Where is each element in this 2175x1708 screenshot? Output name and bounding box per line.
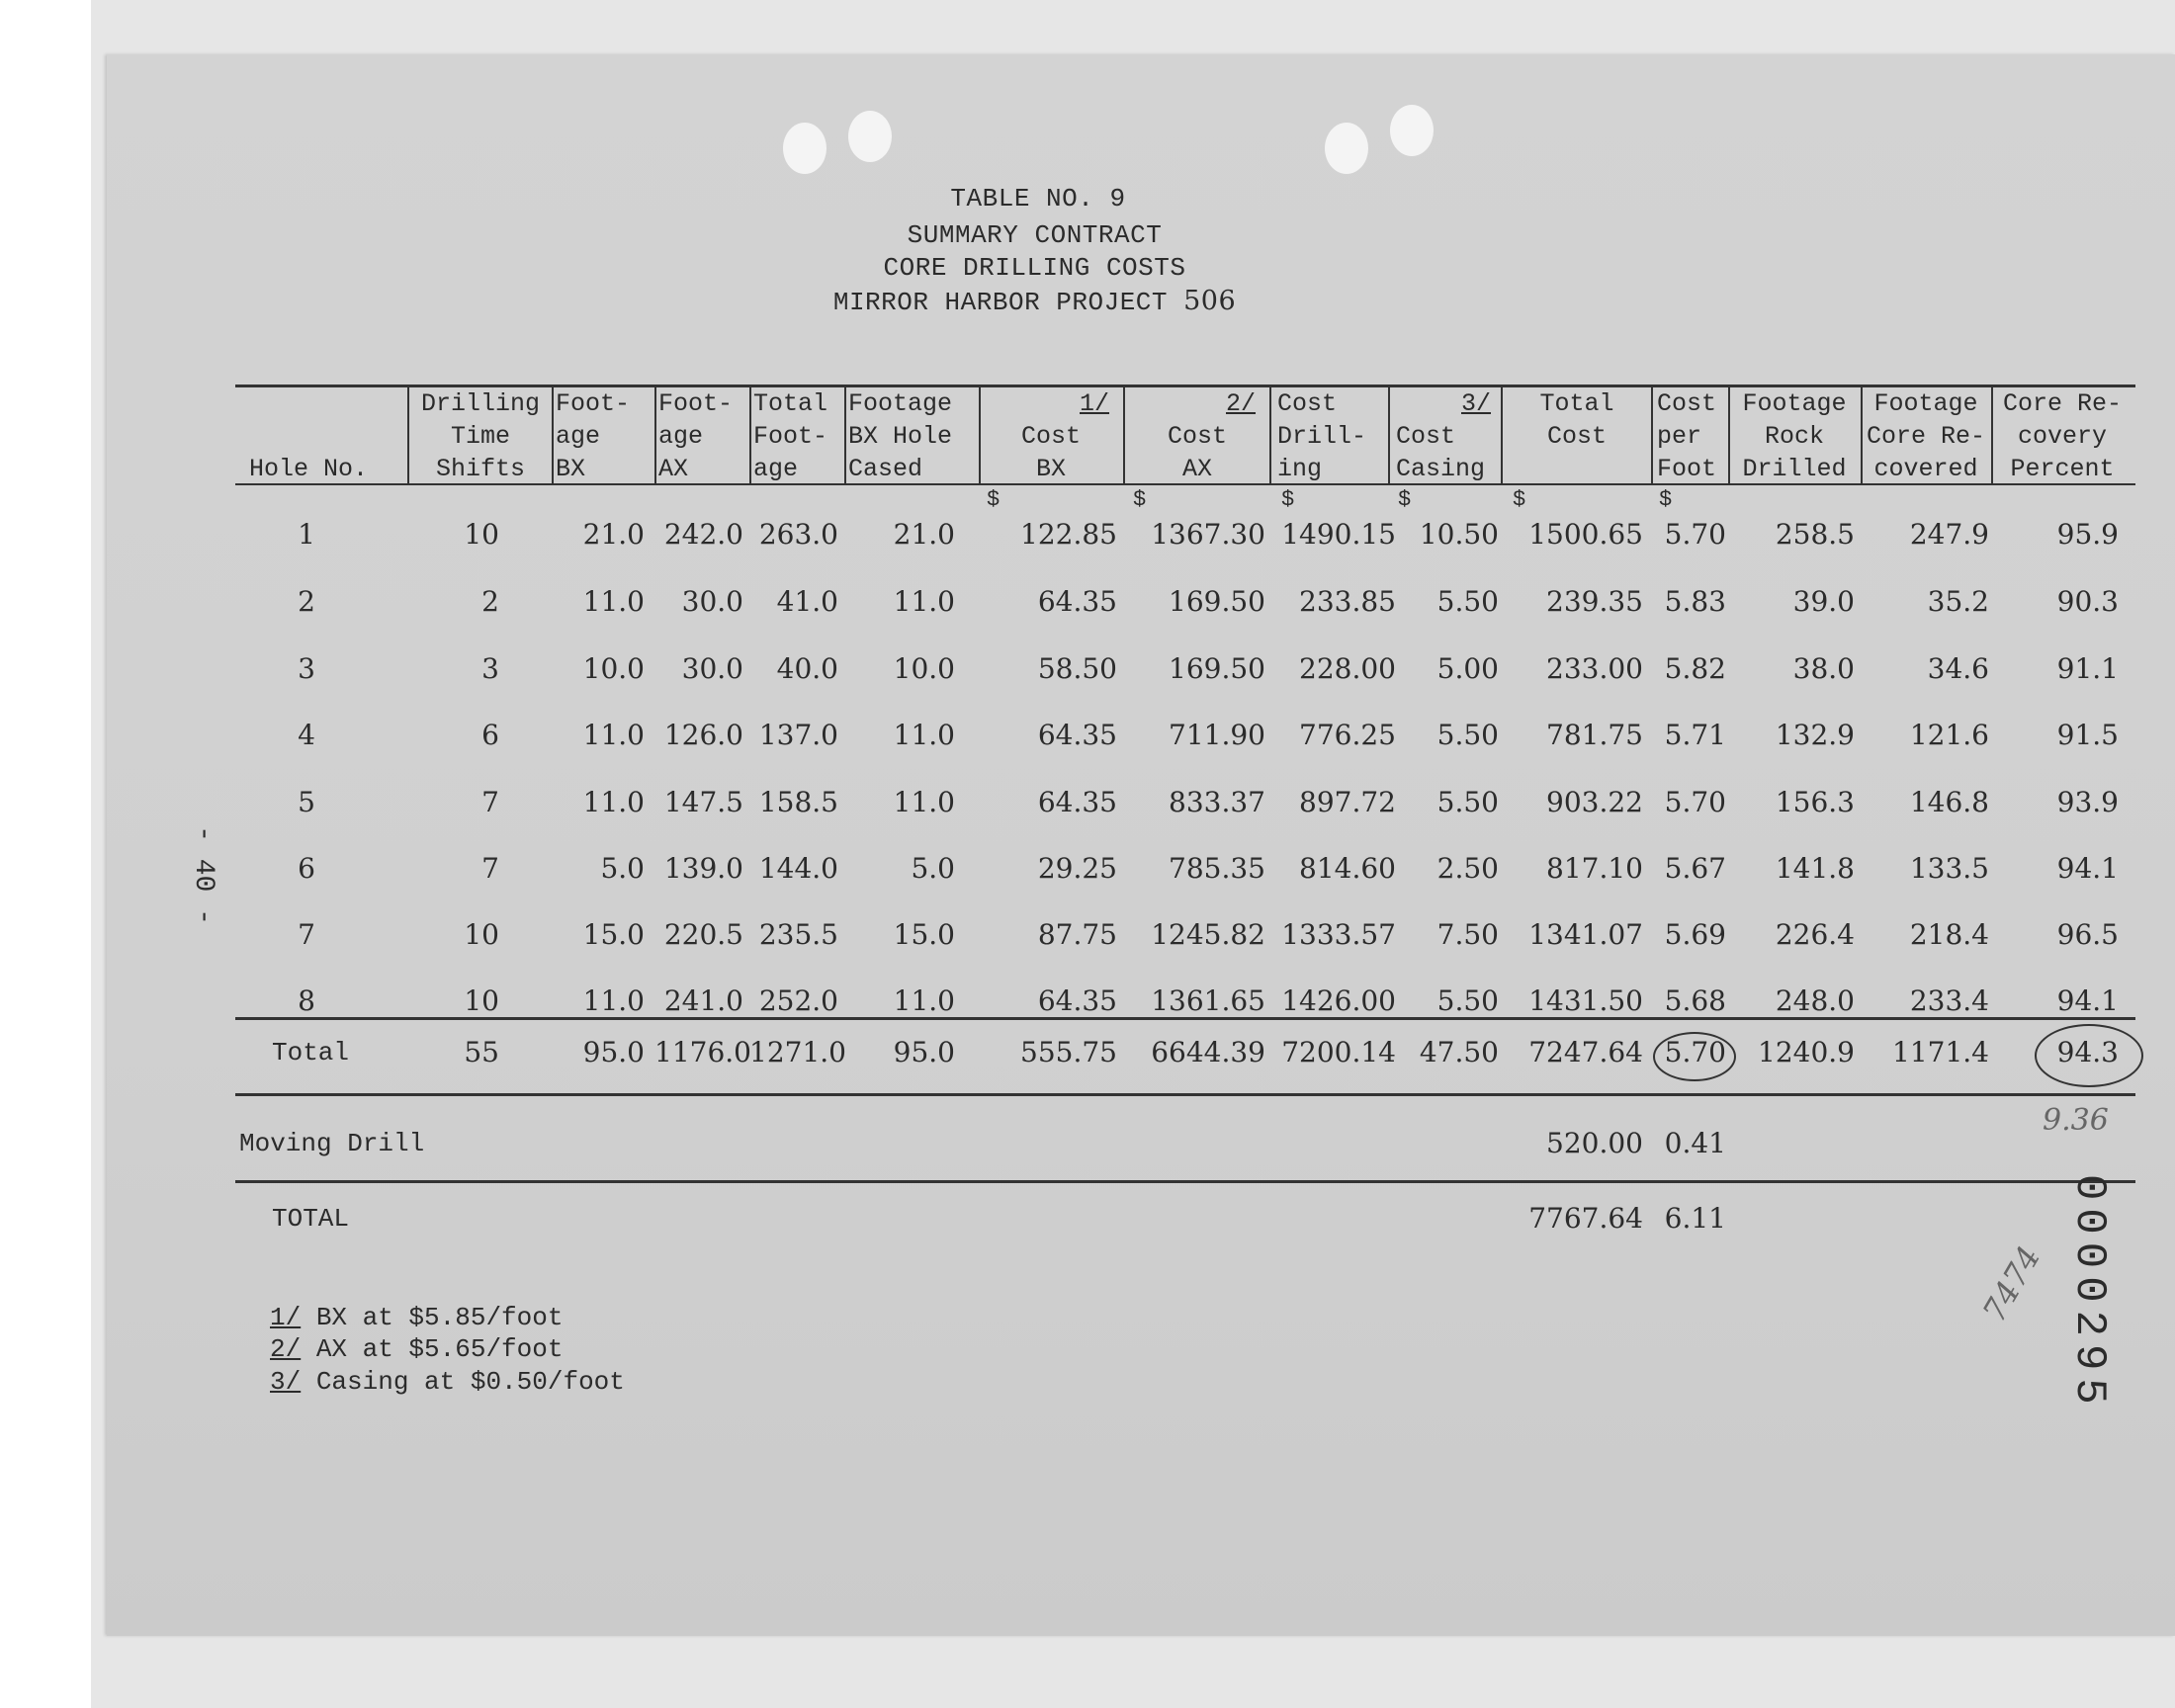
table-row-3-drilling-time: 3	[481, 652, 499, 685]
table-row-6-total-footage: 144.0	[758, 852, 838, 885]
total-bottom-rule	[235, 1093, 2135, 1096]
table-row-7-cost-per-foot: 5.69	[1664, 918, 1726, 951]
header-hole-no: Hole No.	[249, 455, 369, 483]
column-divider	[407, 385, 409, 484]
grand-total-rule	[235, 1180, 2135, 1183]
table-row-4-total-cost: 781.75	[1546, 719, 1643, 751]
table-row-5-footage-core: 146.8	[1909, 786, 1989, 818]
circled-core-recovery	[2035, 1024, 2143, 1087]
table-row-4-total-footage: 137.0	[758, 719, 838, 751]
table-row-3-core-recovery: 91.1	[2056, 652, 2119, 685]
total-row-cost-ax: 6644.39	[1151, 1036, 1265, 1068]
column-divider	[1123, 385, 1125, 484]
table-row-2-footage-bx: 11.0	[582, 585, 645, 618]
footnote-1	[270, 1303, 563, 1332]
table-row-2-footage-ax: 30.0	[681, 585, 743, 618]
total-row-hole-no: Total	[272, 1038, 350, 1068]
total-row-footage-bx: 95.0	[582, 1036, 645, 1068]
table-row-6-footage-bx: 5.0	[600, 852, 645, 885]
table-row-5-cost-per-foot: 5.70	[1664, 786, 1726, 818]
total-row-footage-ax: 1176.0	[654, 1036, 751, 1068]
table-row-6-drilling-time: 7	[481, 852, 499, 885]
table-row-2-cost-drilling: 233.85	[1299, 585, 1396, 618]
footnote-ref-1: 1/	[1080, 389, 1110, 418]
page-number: - 40 -	[187, 825, 218, 925]
column-divider	[1651, 385, 1653, 484]
table-row-5-core-recovery: 93.9	[2056, 786, 2119, 818]
column-divider	[979, 385, 981, 484]
table-row-7-cost-bx: 87.75	[1037, 918, 1117, 951]
table-row-8-drilling-time: 10	[464, 984, 499, 1017]
table-row-5-footage-rock: 156.3	[1775, 786, 1855, 818]
table-row-3-footage-core: 34.6	[1927, 652, 1989, 685]
header-footage-bx: Foot- age BX	[556, 389, 631, 483]
table-row-2-hole-no: 2	[298, 585, 315, 618]
table-row-5-footage-cased: 11.0	[893, 786, 955, 818]
table-row-6-cost-ax: 785.35	[1169, 852, 1265, 885]
header-footage-rock: Footage Rock Drilled	[1742, 389, 1847, 483]
dollar-sign: $	[1133, 487, 1147, 512]
table-row-6-cost-bx: 29.25	[1037, 852, 1117, 885]
table-title-2: CORE DRILLING COSTS	[883, 253, 1186, 283]
header-cost-casing: Cost Casing	[1396, 422, 1486, 483]
table-row-1-core-recovery: 95.9	[2056, 518, 2119, 551]
project-name: MIRROR HARBOR PROJECT	[832, 288, 1168, 317]
column-divider	[1269, 385, 1271, 484]
footnote-1-text: BX at $5.85/foot	[301, 1303, 564, 1332]
table-row-3-footage-ax: 30.0	[681, 652, 743, 685]
table-row-7-footage-bx: 15.0	[582, 918, 645, 951]
table-row-1-cost-per-foot: 5.70	[1664, 518, 1726, 551]
total-row-footage-core: 1171.4	[1892, 1036, 1989, 1068]
table-row-5-footage-ax: 147.5	[663, 786, 743, 818]
table-row-4-cost-ax: 711.90	[1169, 719, 1265, 751]
column-divider	[654, 385, 656, 484]
header-drilling-time: Drilling Time Shifts	[420, 389, 541, 483]
table-row-3-cost-per-foot: 5.82	[1664, 652, 1726, 685]
header-cost-drilling: Cost Drill- ing	[1277, 389, 1367, 483]
table-row-5-total-cost: 903.22	[1546, 786, 1643, 818]
table-row-3-footage-bx: 10.0	[582, 652, 645, 685]
table-row-3-total-cost: 233.00	[1546, 652, 1643, 685]
punch-hole	[1390, 105, 1434, 156]
column-divider	[1388, 385, 1390, 484]
table-row-5-cost-drilling: 897.72	[1299, 786, 1396, 818]
total-row-cost-per-foot: 5.70	[1664, 1036, 1726, 1068]
handwritten-side-note: 7474	[1974, 1239, 2048, 1328]
table-row-8-cost-drilling: 1426.00	[1281, 984, 1396, 1017]
table-row-4-hole-no: 4	[298, 719, 315, 751]
table-row-5-cost-bx: 64.35	[1037, 786, 1117, 818]
footnote-ref-2: 2/	[1226, 389, 1257, 418]
footnote-3-text: Casing at $0.50/foot	[301, 1367, 625, 1397]
table-row-7-footage-cased: 15.0	[893, 918, 955, 951]
header-footage-ax: Foot- age AX	[658, 389, 734, 483]
table-row-2-footage-rock: 39.0	[1792, 585, 1855, 618]
table-row-8-footage-core: 233.4	[1909, 984, 1989, 1017]
project-number: 506	[1183, 286, 1237, 316]
dollar-sign: $	[1513, 487, 1526, 512]
table-row-1-total-footage: 263.0	[758, 518, 838, 551]
total-row-drilling-time: 55	[464, 1036, 499, 1068]
table-row-4-footage-bx: 11.0	[582, 719, 645, 751]
moving-drill-label: Moving Drill	[239, 1129, 425, 1158]
table-row-7-footage-core: 218.4	[1909, 918, 1989, 951]
table-row-2-footage-core: 35.2	[1927, 585, 1989, 618]
circled-cost-per-foot	[1653, 1032, 1736, 1081]
table-row-1-cost-ax: 1367.30	[1151, 518, 1265, 551]
header-core-recovery: Core Re- covery Percent	[2002, 389, 2123, 483]
column-divider	[1728, 385, 1730, 484]
table-row-6-cost-casing: 2.50	[1436, 852, 1499, 885]
table-row-2-cost-casing: 5.50	[1436, 585, 1499, 618]
table-row-1-footage-bx: 21.0	[582, 518, 645, 551]
table-row-3-total-footage: 40.0	[776, 652, 838, 685]
grand-total-per-foot: 6.11	[1664, 1202, 1726, 1235]
table-row-4-footage-ax: 126.0	[663, 719, 743, 751]
table-row-1-footage-core: 247.9	[1909, 518, 1989, 551]
table-row-5-footage-bx: 11.0	[582, 786, 645, 818]
document-number: 0000295	[2064, 1174, 2114, 1412]
table-row-1-footage-ax: 242.0	[663, 518, 743, 551]
table-row-3-cost-ax: 169.50	[1169, 652, 1265, 685]
column-divider	[552, 385, 554, 484]
grand-total-cost: 7767.64	[1528, 1202, 1643, 1235]
punch-hole	[1325, 123, 1368, 174]
table-row-7-core-recovery: 96.5	[2056, 918, 2119, 951]
table-row-3-footage-cased: 10.0	[893, 652, 955, 685]
footnote-2	[270, 1334, 563, 1364]
table-row-3-cost-drilling: 228.00	[1299, 652, 1396, 685]
table-row-5-cost-casing: 5.50	[1436, 786, 1499, 818]
header-footage-core: Footage Core Re- covered	[1866, 389, 1986, 483]
table-row-8-cost-casing: 5.50	[1436, 984, 1499, 1017]
table-row-7-footage-rock: 226.4	[1775, 918, 1855, 951]
table-row-6-hole-no: 6	[298, 852, 315, 885]
grand-total-label: TOTAL	[272, 1204, 350, 1234]
header-total-cost: Total Cost	[1539, 389, 1614, 451]
table-row-2-drilling-time: 2	[481, 585, 499, 618]
table-row-7-hole-no: 7	[298, 918, 315, 951]
table-row-2-total-footage: 41.0	[776, 585, 838, 618]
table-row-1-drilling-time: 10	[464, 518, 499, 551]
table-number: TABLE NO. 9	[950, 184, 1126, 214]
table-row-7-drilling-time: 10	[464, 918, 499, 951]
table-row-4-cost-drilling: 776.25	[1299, 719, 1396, 751]
table-row-1-hole-no: 1	[298, 518, 315, 551]
header-cost-ax: Cost AX	[1167, 422, 1227, 483]
table-row-8-cost-per-foot: 5.68	[1664, 984, 1726, 1017]
table-title-3	[0, 286, 2069, 317]
table-row-5-cost-ax: 833.37	[1169, 786, 1265, 818]
header-footage-cased: Footage BX Hole Cased	[848, 389, 953, 483]
table-row-6-core-recovery: 94.1	[2056, 852, 2119, 885]
table-row-5-total-footage: 158.5	[758, 786, 838, 818]
table-row-1-cost-casing: 10.50	[1419, 518, 1499, 551]
table-row-2-core-recovery: 90.3	[2056, 585, 2119, 618]
table-row-6-footage-rock: 141.8	[1775, 852, 1855, 885]
table-row-7-cost-drilling: 1333.57	[1281, 918, 1396, 951]
table-row-1-cost-bx: 122.85	[1020, 518, 1117, 551]
total-row-cost-casing: 47.50	[1419, 1036, 1499, 1068]
table-row-4-footage-core: 121.6	[1909, 719, 1989, 751]
total-row-total-footage: 1271.0	[749, 1036, 846, 1068]
table-row-1-cost-drilling: 1490.15	[1281, 518, 1396, 551]
total-row-cost-drilling: 7200.14	[1281, 1036, 1396, 1068]
table-row-2-cost-bx: 64.35	[1037, 585, 1117, 618]
table-row-4-cost-bx: 64.35	[1037, 719, 1117, 751]
table-row-8-footage-ax: 241.0	[663, 984, 743, 1017]
moving-drill-cost: 520.00	[1546, 1127, 1643, 1159]
footnote-2-text: AX at $5.65/foot	[301, 1334, 564, 1364]
column-divider	[1501, 385, 1503, 484]
table-row-6-total-cost: 817.10	[1546, 852, 1643, 885]
header-cost-bx: Cost BX	[1020, 422, 1081, 483]
table-row-3-hole-no: 3	[298, 652, 315, 685]
dollar-sign: $	[987, 487, 1000, 512]
table-row-4-footage-rock: 132.9	[1775, 719, 1855, 751]
table-row-1-footage-rock: 258.5	[1775, 518, 1855, 551]
footnote-3	[270, 1367, 625, 1397]
punch-hole	[783, 123, 826, 174]
table-row-8-footage-bx: 11.0	[582, 984, 645, 1017]
total-top-rule	[235, 1017, 2135, 1020]
table-row-7-total-footage: 235.5	[758, 918, 838, 951]
header-total-footage: Total Foot- age	[753, 389, 828, 483]
table-title-1: SUMMARY CONTRACT	[907, 220, 1163, 250]
table-row-8-hole-no: 8	[298, 984, 315, 1017]
table-row-4-drilling-time: 6	[481, 719, 499, 751]
table-row-5-hole-no: 5	[298, 786, 315, 818]
dollar-sign: $	[1659, 487, 1673, 512]
table-row-8-cost-bx: 64.35	[1037, 984, 1117, 1017]
table-row-6-cost-per-foot: 5.67	[1664, 852, 1726, 885]
table-row-2-cost-per-foot: 5.83	[1664, 585, 1726, 618]
table-row-8-footage-rock: 248.0	[1775, 984, 1855, 1017]
table-row-2-cost-ax: 169.50	[1169, 585, 1265, 618]
moving-drill-per-foot: 0.41	[1664, 1127, 1726, 1159]
table-row-4-cost-casing: 5.50	[1436, 719, 1499, 751]
total-row-footage-cased: 95.0	[893, 1036, 955, 1068]
table-row-6-cost-drilling: 814.60	[1299, 852, 1396, 885]
table-row-8-footage-cased: 11.0	[893, 984, 955, 1017]
table-row-4-cost-per-foot: 5.71	[1664, 719, 1726, 751]
column-divider	[844, 385, 846, 484]
table-row-4-core-recovery: 91.5	[2056, 719, 2119, 751]
table-row-3-cost-casing: 5.00	[1436, 652, 1499, 685]
table-row-8-cost-ax: 1361.65	[1151, 984, 1265, 1017]
footnote-3-mark: 3/	[270, 1367, 302, 1397]
total-row-core-recovery: 94.3	[2056, 1036, 2119, 1068]
total-row-total-cost: 7247.64	[1528, 1036, 1643, 1068]
table-row-8-total-cost: 1431.50	[1528, 984, 1643, 1017]
table-row-1-footage-cased: 21.0	[893, 518, 955, 551]
table-row-8-total-footage: 252.0	[758, 984, 838, 1017]
table-row-8-core-recovery: 94.1	[2056, 984, 2119, 1017]
punch-hole	[848, 111, 892, 162]
table-row-3-cost-bx: 58.50	[1037, 652, 1117, 685]
table-row-6-footage-ax: 139.0	[663, 852, 743, 885]
total-row-footage-rock: 1240.9	[1758, 1036, 1855, 1068]
table-row-7-total-cost: 1341.07	[1528, 918, 1643, 951]
dollar-sign: $	[1281, 487, 1295, 512]
table-row-4-footage-cased: 11.0	[893, 719, 955, 751]
footnote-2-mark: 2/	[270, 1334, 302, 1364]
dollar-sign: $	[1398, 487, 1412, 512]
table-row-6-footage-cased: 5.0	[911, 852, 955, 885]
table-row-5-drilling-time: 7	[481, 786, 499, 818]
table-row-7-footage-ax: 220.5	[663, 918, 743, 951]
table-row-6-footage-core: 133.5	[1909, 852, 1989, 885]
table-row-3-footage-rock: 38.0	[1792, 652, 1855, 685]
table-row-2-total-cost: 239.35	[1546, 585, 1643, 618]
column-divider	[749, 385, 751, 484]
table-row-1-total-cost: 1500.65	[1528, 518, 1643, 551]
table-row-2-footage-cased: 11.0	[893, 585, 955, 618]
table-row-7-cost-casing: 7.50	[1436, 918, 1499, 951]
footnote-ref-3: 3/	[1461, 389, 1492, 418]
header-cost-per-foot: Cost per Foot	[1657, 389, 1717, 483]
table-row-7-cost-ax: 1245.82	[1151, 918, 1265, 951]
total-row-cost-bx: 555.75	[1020, 1036, 1117, 1068]
footnote-1-mark: 1/	[270, 1303, 302, 1332]
handwritten-recovery-note: 9.36	[2043, 1103, 2109, 1138]
